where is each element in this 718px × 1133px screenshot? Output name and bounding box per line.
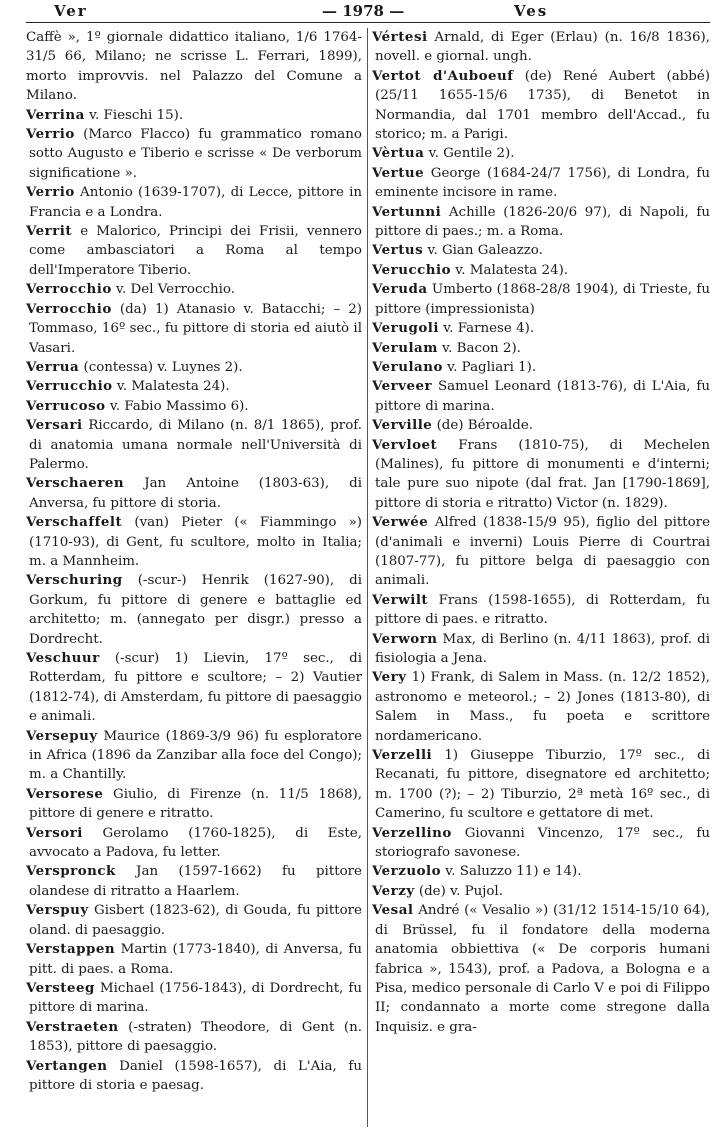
entry-headword: Verschaffelt xyxy=(26,514,123,531)
dictionary-entry xyxy=(372,630,710,669)
dictionary-entry xyxy=(26,901,362,940)
dictionary-entry xyxy=(26,862,362,901)
entry-text: (de) v. Pujol. xyxy=(418,883,503,899)
entry-text: (Marco Flacco) fu grammatico romano sotto Augusto e Tiberio e scrisse « De verborum significatione ». xyxy=(29,127,362,181)
dictionary-entry xyxy=(26,300,362,358)
entry-headword: Versteeg xyxy=(26,979,95,996)
entry-text: Gerolamo (1760-1825), di Este, avvocato a Padova, fu letter. xyxy=(29,825,362,861)
entry-headword: Vertunni xyxy=(372,203,442,220)
header-right-guide-word: Ves xyxy=(514,2,549,20)
entry-text: v. Fabio Massimo 6). xyxy=(109,398,249,414)
dictionary-entry xyxy=(372,862,710,881)
entry-text: v. Del Verrocchio. xyxy=(116,282,235,298)
entry-text: v. Bacon 2). xyxy=(442,340,521,356)
entry-text: v. Gentile 2). xyxy=(428,146,515,162)
entry-headword: Vertangen xyxy=(26,1057,108,1074)
entry-text: Achille (1826-20/6 97), di Napoli, fu pittore di paes.; m. a Roma. xyxy=(375,204,710,240)
entry-headword: Verugoli xyxy=(372,320,439,337)
entry-text: (contessa) v. Luynes 2). xyxy=(83,359,243,375)
dictionary-entry xyxy=(26,785,362,824)
entry-headword: Verveer xyxy=(372,378,433,395)
entry-text: 1) Giuseppe Tiburzio, 17º sec., di Recanati, fu pittore, disegnatore ed architetto; m. 1700 (?); – 2) Tiburzio, 2ª metà 16º sec., di Camerino, fu scultore e gettatore di met. xyxy=(375,748,710,822)
entry-headword: Verwée xyxy=(372,514,429,531)
entry-text: Alfred (1838-15/9 95), figlio del pittore (d'animali e inverni) Louis Pierre di Courtrai (1807-77), fu pittore belga di paesaggio con animali. xyxy=(375,515,710,589)
entry-headword: Veschuur xyxy=(26,650,100,666)
header-left-guide-word: Ver xyxy=(54,2,88,20)
page-header xyxy=(26,0,710,23)
entry-text: Samuel Leonard (1813-76), di L'Aia, fu pittore di marina. xyxy=(375,379,710,414)
dictionary-entry xyxy=(26,649,362,727)
dictionary-entry xyxy=(372,241,710,260)
dictionary-entry xyxy=(372,746,710,824)
dictionary-entry xyxy=(26,125,362,183)
dictionary-entry xyxy=(26,377,362,396)
entry-headword: Veruda xyxy=(372,281,428,298)
entry-headword: Verstappen xyxy=(26,941,116,958)
entry-headword: Vèrtua xyxy=(372,145,425,162)
entry-text: e Malorico, Principi dei Frisii, vennero come ambasciatori a Roma al tempo dell'Imperatore Tiberio. xyxy=(29,224,362,278)
entry-headword: Verrua xyxy=(26,358,80,375)
dictionary-entry xyxy=(372,261,710,280)
dictionary-entry xyxy=(26,106,362,125)
entry-headword: Verworn xyxy=(372,630,438,647)
dictionary-entry xyxy=(26,1018,362,1057)
entry-text: (-scur) 1) Lievin, 17º sec., di Rotterdam, fu pittore e scultore; – 2) Vautier (1812-74), di Amsterdam, fu pittore di paesaggio e animali. xyxy=(29,651,362,725)
dictionary-entry xyxy=(372,436,710,514)
entry-headword: Vertot d'Auboeuf xyxy=(372,67,514,84)
dictionary-entry xyxy=(26,979,362,1018)
dictionary-entry xyxy=(26,416,362,474)
entry-headword: Verrio xyxy=(26,126,75,143)
entry-text: v. Malatesta 24). xyxy=(455,262,569,278)
entry-headword: Vertus xyxy=(372,242,424,259)
dictionary-entry xyxy=(372,377,710,416)
entry-text: Martin (1773-1840), di Anversa, fu pitt. di paes. a Roma. xyxy=(29,942,362,977)
entry-text: Giovanni Vincenzo, 17º sec., fu storiografo savonese. xyxy=(375,825,710,861)
entry-headword: Verrocchio xyxy=(26,281,112,298)
entry-text: George (1684-24/7 1756), di Londra, fu eminente incisore in rame. xyxy=(375,165,710,201)
entry-headword: Versari xyxy=(26,417,83,434)
entry-headword: Verrina xyxy=(26,106,85,123)
columns xyxy=(26,28,710,1127)
entry-text: v. Gian Galeazzo. xyxy=(427,243,543,259)
entry-text: Maurice (1869-3/9 96) fu esploratore in Africa (1896 da Zanzibar alla foce del Congo); m. a Chantilly. xyxy=(29,728,362,783)
dictionary-entry xyxy=(26,28,362,106)
dictionary-entry xyxy=(372,416,710,435)
entry-headword: Verspuy xyxy=(26,902,89,919)
dictionary-entry xyxy=(26,727,362,785)
entry-text: Max, di Berlino (n. 4/11 1863), prof. di fisiologia a Jena. xyxy=(375,631,710,666)
entry-headword: Verrio xyxy=(26,184,75,201)
entry-headword: Vervloet xyxy=(372,436,438,453)
entry-headword: Verzelli xyxy=(372,747,433,764)
entry-text: v. Saluzzo 11) e 14). xyxy=(445,864,582,880)
dictionary-entry xyxy=(26,280,362,299)
entry-text: 1) Frank, di Salem in Mass. (n. 12/2 1852), astronomo e meteorol.; – 2) Jones (1813-80), di Salem in Mass., fu poeta e scrittore nordamericano. xyxy=(375,670,710,744)
entry-headword: Verulam xyxy=(372,339,438,356)
entry-headword: Very xyxy=(372,669,407,686)
entry-headword: Versori xyxy=(26,824,83,841)
dictionary-entry xyxy=(372,164,710,203)
entry-headword: Verstraeten xyxy=(26,1018,119,1035)
dictionary-entry xyxy=(372,901,710,1037)
dictionary-entry xyxy=(26,940,362,979)
dictionary-entry xyxy=(26,397,362,416)
entry-headword: Verschaeren xyxy=(26,475,125,492)
dictionary-entry xyxy=(372,144,710,163)
dictionary-entry xyxy=(26,571,362,649)
dictionary-entry xyxy=(372,824,710,863)
entry-headword: Verrucchio xyxy=(26,378,113,395)
entry-text: (-straten) Theodore, di Gent (n. 1853), pittore di paesaggio. xyxy=(29,1019,362,1055)
entry-headword: Vértesi xyxy=(372,29,428,45)
entry-headword: Verschuring xyxy=(26,572,123,589)
page-number: — 1978 — xyxy=(322,2,405,20)
entry-text: v. Fieschi 15). xyxy=(89,107,184,123)
entry-text: Umberto (1868-28/8 1904), di Trieste, fu pittore (impressionista) xyxy=(375,282,710,317)
entry-text: v. Pagliari 1). xyxy=(447,359,537,375)
entry-headword: Verrucoso xyxy=(26,397,106,414)
dictionary-entry xyxy=(372,67,710,145)
column-divider xyxy=(367,28,368,1127)
entry-text: Frans (1598-1655), di Rotterdam, fu pittore di paes. e ritratto. xyxy=(375,592,710,628)
entry-headword: Verville xyxy=(372,417,433,434)
entry-headword: Vesal xyxy=(372,902,414,919)
dictionary-entry xyxy=(26,358,362,377)
entry-text: (de) René Aubert (abbé) (25/11 1655-15/6 1735), di Benetot in Normandia, dal 1701 membro dell'Accad., fu storico; m. a Parigi. xyxy=(375,68,710,143)
entry-text: Gisbert (1823-62), di Gouda, fu pittore oland. di paesaggio. xyxy=(29,903,362,938)
dictionary-entry xyxy=(372,882,710,901)
entry-headword: Verrocchio xyxy=(26,300,112,317)
entry-text: (da) 1) Atanasio v. Batacchi; – 2) Tommaso, 16º sec., fu pittore di storia ed aiutò il Vasari. xyxy=(29,301,362,356)
entry-text: Caffè », 1º giornale didattico italiano, 1/6 1764-31/5 66, Milano; ne scrisse L. Ferrari, 1899), morto improvvis. nel Palazzo del Comune a Milano. xyxy=(26,30,362,104)
entry-headword: Versorese xyxy=(26,785,104,802)
entry-text: (-scur-) Henrik (1627-90), di Gorkum, fu pittore di genere e battaglie ed architetto; m. (annegato per disgr.) presso a Dordrecht. xyxy=(29,573,362,647)
dictionary-entry xyxy=(372,339,710,358)
dictionary-entry xyxy=(26,222,362,280)
dictionary-entry xyxy=(372,203,710,242)
entry-headword: Versepuy xyxy=(26,727,98,744)
entry-text: Riccardo, di Milano (n. 8/1 1865), prof. di anatomia umana normale nell'Università di Palermo. xyxy=(29,418,362,472)
entry-text: André (« Vesalio ») (31/12 1514-15/10 64), di Brüssel, fu il fondatore della moderna anatomia obbiettiva (« De corporis humani fabrica », 1543), prof. a Padova, a Bologna e a Pisa, medico personale di Carlo V e poi di Filippo II; condannato a morte come stregone dalla Inquisiz. e gra- xyxy=(375,903,710,1035)
entry-headword: Verzuolo xyxy=(372,863,442,880)
dictionary-entry xyxy=(372,513,710,591)
dictionary-entry xyxy=(372,591,710,630)
entry-text: Daniel (1598-1657), di L'Aia, fu pittore di storia e paesag. xyxy=(29,1058,362,1093)
entry-text: (van) Pieter (« Fiammingo ») (1710-93), di Gent, fu scultore, molto in Italia; m. a Mannheim. xyxy=(29,515,362,569)
entry-headword: Verzellino xyxy=(372,824,452,841)
entry-headword: Verspronck xyxy=(26,863,116,880)
dictionary-entry xyxy=(372,668,710,746)
dictionary-entry xyxy=(26,1057,362,1096)
right-column xyxy=(372,28,710,1127)
dictionary-entry xyxy=(26,474,362,513)
entry-headword: Verwilt xyxy=(372,591,429,608)
dictionary-entry xyxy=(372,280,710,319)
entry-text: Frans (1810-75), di Mechelen (Malines), fu pittore di monumenti e d'interni; tale pure suo nipote (dal frat. Jan [1790-1869], pittore di storia e ritratto) Victor (n. 1829). xyxy=(375,437,710,511)
entry-headword: Vertue xyxy=(372,164,425,181)
dictionary-entry xyxy=(26,824,362,863)
entry-text: Jan (1597-1662) fu pittore olandese di ritratto a Haarlem. xyxy=(29,864,362,899)
entry-headword: Verzy xyxy=(372,882,415,899)
dictionary-entry xyxy=(26,513,362,571)
dictionary-entry xyxy=(26,183,362,222)
entry-headword: Verucchio xyxy=(372,261,452,278)
entry-text: v. Malatesta 24). xyxy=(116,379,230,395)
entry-text: Giulio, di Firenze (n. 11/5 1868), pittore di genere e ritratto. xyxy=(29,786,362,822)
entry-text: Jan Antoine (1803-63), di Anversa, fu pittore di storia. xyxy=(29,476,362,511)
entry-text: (de) Béroalde. xyxy=(436,418,534,434)
dictionary-entry xyxy=(372,358,710,377)
entry-headword: Verulano xyxy=(372,358,443,375)
entry-text: Arnald, di Eger (Erlau) (n. 16/8 1836), novell. e giornal. ungh. xyxy=(375,30,710,65)
entry-text: v. Farnese 4). xyxy=(443,321,535,337)
dictionary-entry xyxy=(372,319,710,338)
entry-text: Antonio (1639-1707), di Lecce, pittore in Francia e a Londra. xyxy=(29,185,362,220)
entry-text: Michael (1756-1843), di Dordrecht, fu pittore di marina. xyxy=(29,980,362,1016)
dictionary-entry xyxy=(372,28,710,67)
left-column xyxy=(26,28,362,1127)
entry-headword: Verrit xyxy=(26,223,73,240)
